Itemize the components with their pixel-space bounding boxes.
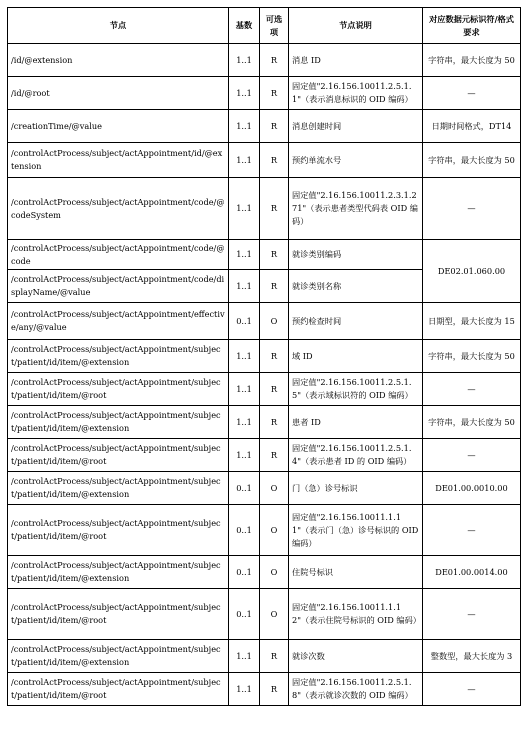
- description-cell: 门（急）诊号标识: [289, 472, 423, 505]
- table-row: [8, 303, 521, 340]
- optional-cell: R: [260, 673, 289, 706]
- format-cell-merged: DE02.01.060.00: [423, 240, 521, 303]
- optional-cell: R: [260, 439, 289, 472]
- description-cell: 预约单流水号: [289, 143, 423, 178]
- node-cell: /id/@root: [8, 77, 229, 110]
- description-cell: 预约检查时间: [289, 303, 423, 340]
- format-cell: 字符串，最大长度为 50: [423, 143, 521, 178]
- header-node: 节点: [8, 8, 229, 44]
- description-cell: 就诊类别名称: [289, 270, 423, 303]
- node-cell: /controlActProcess/subject/actAppointment/subject/patient/id/item/@root: [8, 589, 229, 640]
- node-cell: /controlActProcess/subject/actAppointment/effective/any/@value: [8, 303, 229, 340]
- table-row: [8, 556, 521, 589]
- table-row: [8, 340, 521, 373]
- description-cell: 固定值"2.16.156.10011.2.5.1.5"（表示域标识符的 OID 编码）: [289, 373, 423, 406]
- optional-cell: R: [260, 340, 289, 373]
- optional-cell: R: [260, 143, 289, 178]
- format-cell: —: [423, 439, 521, 472]
- node-cell: /controlActProcess/subject/actAppointment/subject/patient/id/item/@extension: [8, 472, 229, 505]
- table-row: [8, 373, 521, 406]
- node-cell: /controlActProcess/subject/actAppointment/subject/patient/id/item/@root: [8, 673, 229, 706]
- description-cell: 域 ID: [289, 340, 423, 373]
- description-cell: 就诊类别编码: [289, 240, 423, 270]
- node-cell: /controlActProcess/subject/actAppointment/subject/patient/id/item/@root: [8, 505, 229, 556]
- table-row: [8, 240, 521, 270]
- cardinality-cell: 0..1: [229, 556, 260, 589]
- table-row: [8, 110, 521, 143]
- table-row: [8, 505, 521, 556]
- optional-cell: O: [260, 556, 289, 589]
- cardinality-cell: 1..1: [229, 640, 260, 673]
- optional-cell: R: [260, 77, 289, 110]
- optional-cell: O: [260, 505, 289, 556]
- table-row: [8, 673, 521, 706]
- format-cell: DE01.00.0010.00: [423, 472, 521, 505]
- description-cell: 固定值"2.16.156.10011.2.3.1.271"（表示患者类型代码表 OID 编码）: [289, 178, 423, 240]
- header-optional: 可选项: [260, 8, 289, 44]
- cardinality-cell: 1..1: [229, 373, 260, 406]
- node-cell: /controlActProcess/subject/actAppointment/subject/patient/id/item/@extension: [8, 340, 229, 373]
- format-cell: DE01.00.0014.00: [423, 556, 521, 589]
- optional-cell: R: [260, 110, 289, 143]
- format-cell: 日期型，最大长度为 15: [423, 303, 521, 340]
- cardinality-cell: 1..1: [229, 673, 260, 706]
- table-row: [8, 178, 521, 240]
- optional-cell: R: [260, 406, 289, 439]
- table-row: [8, 472, 521, 505]
- node-cell: /controlActProcess/subject/actAppointment/subject/patient/id/item/@extension: [8, 640, 229, 673]
- node-cell: /controlActProcess/subject/actAppointment/subject/patient/id/item/@root: [8, 373, 229, 406]
- description-cell: 患者 ID: [289, 406, 423, 439]
- node-cell: /id/@extension: [8, 44, 229, 77]
- description-cell: 就诊次数: [289, 640, 423, 673]
- format-cell: 整数型，最大长度为 3: [423, 640, 521, 673]
- node-cell: /creationTime/@value: [8, 110, 229, 143]
- description-cell: 固定值"2.16.156.10011.2.5.1.8"（表示就诊次数的 OID 编码）: [289, 673, 423, 706]
- description-cell: 消息 ID: [289, 44, 423, 77]
- node-cell: /controlActProcess/subject/actAppointment/code/@codeSystem: [8, 178, 229, 240]
- table-row: [8, 143, 521, 178]
- optional-cell: O: [260, 303, 289, 340]
- table-row: [8, 439, 521, 472]
- header-cardinality: 基数: [229, 8, 260, 44]
- cardinality-cell: 0..1: [229, 303, 260, 340]
- format-cell: —: [423, 505, 521, 556]
- optional-cell: O: [260, 472, 289, 505]
- cardinality-cell: 0..1: [229, 472, 260, 505]
- node-cell: /controlActProcess/subject/actAppointment/subject/patient/id/item/@extension: [8, 556, 229, 589]
- cardinality-cell: 1..1: [229, 406, 260, 439]
- table-row: [8, 77, 521, 110]
- cardinality-cell: 1..1: [229, 77, 260, 110]
- optional-cell: O: [260, 589, 289, 640]
- node-cell: /controlActProcess/subject/actAppointment/id/@extension: [8, 143, 229, 178]
- table-row: [8, 44, 521, 77]
- cardinality-cell: 0..1: [229, 505, 260, 556]
- node-cell: /controlActProcess/subject/actAppointment/subject/patient/id/item/@root: [8, 439, 229, 472]
- format-cell: 日期时间格式，DT14: [423, 110, 521, 143]
- header-description: 节点说明: [289, 8, 423, 44]
- cardinality-cell: 0..1: [229, 589, 260, 640]
- cardinality-cell: 1..1: [229, 270, 260, 303]
- format-cell: —: [423, 373, 521, 406]
- cardinality-cell: 1..1: [229, 439, 260, 472]
- node-cell: /controlActProcess/subject/actAppointment/code/displayName/@value: [8, 270, 229, 303]
- description-cell: 固定值"2.16.156.10011.2.5.1.4"（表示患者 ID 的 OID 编码）: [289, 439, 423, 472]
- optional-cell: R: [260, 240, 289, 270]
- table-header-row: [8, 8, 521, 44]
- table-row: [8, 640, 521, 673]
- table-row: [8, 589, 521, 640]
- document-page: [7, 7, 521, 706]
- format-cell: —: [423, 589, 521, 640]
- description-cell: 固定值"2.16.156.10011.2.5.1.1"（表示消息标识的 OID 编码）: [289, 77, 423, 110]
- description-cell: 固定值"2.16.156.10011.1.12"（表示住院号标识的 OID 编码）: [289, 589, 423, 640]
- optional-cell: R: [260, 44, 289, 77]
- header-format: 对应数据元标识符/格式要求: [423, 8, 521, 44]
- cardinality-cell: 1..1: [229, 178, 260, 240]
- optional-cell: R: [260, 373, 289, 406]
- format-cell: —: [423, 178, 521, 240]
- format-cell: 字符串，最大长度为 50: [423, 340, 521, 373]
- node-spec-table: [7, 7, 521, 706]
- cardinality-cell: 1..1: [229, 340, 260, 373]
- optional-cell: R: [260, 270, 289, 303]
- description-cell: 固定值"2.16.156.10011.1.11"（表示门（急）诊号标识的 OID 编码）: [289, 505, 423, 556]
- format-cell: —: [423, 77, 521, 110]
- cardinality-cell: 1..1: [229, 44, 260, 77]
- format-cell: 字符串，最大长度为 50: [423, 406, 521, 439]
- description-cell: 住院号标识: [289, 556, 423, 589]
- description-cell: 消息创建时间: [289, 110, 423, 143]
- table-row: [8, 406, 521, 439]
- node-cell: /controlActProcess/subject/actAppointment/code/@code: [8, 240, 229, 270]
- cardinality-cell: 1..1: [229, 143, 260, 178]
- optional-cell: R: [260, 640, 289, 673]
- cardinality-cell: 1..1: [229, 240, 260, 270]
- node-cell: /controlActProcess/subject/actAppointment/subject/patient/id/item/@extension: [8, 406, 229, 439]
- optional-cell: R: [260, 178, 289, 240]
- format-cell: 字符串，最大长度为 50: [423, 44, 521, 77]
- format-cell: —: [423, 673, 521, 706]
- cardinality-cell: 1..1: [229, 110, 260, 143]
